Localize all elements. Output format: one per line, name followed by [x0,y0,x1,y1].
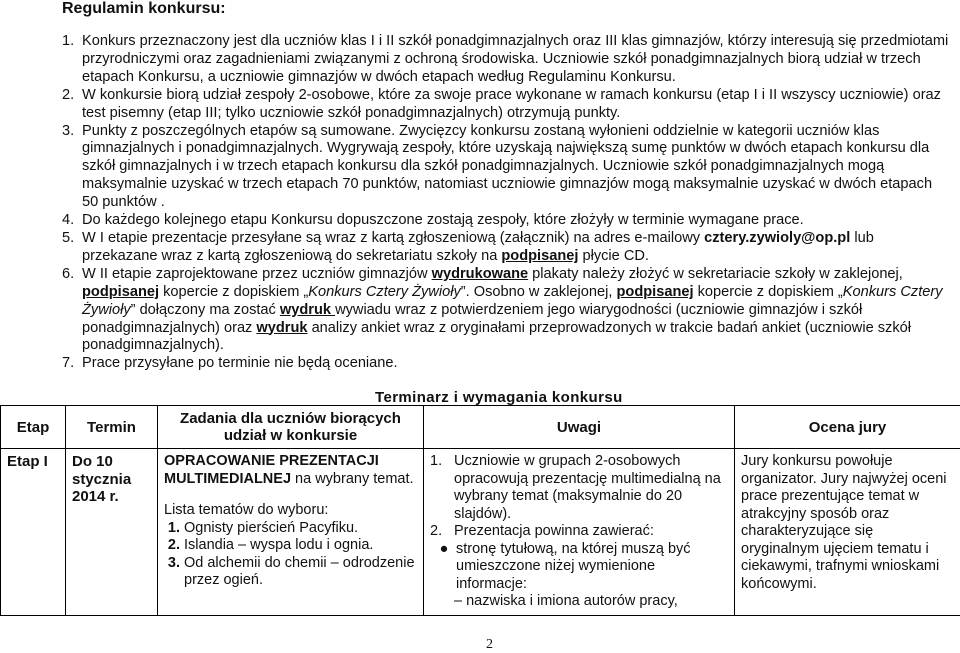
rule-item [62,212,950,230]
rule-text [82,230,950,266]
schedule-title: Terminarz i wymagania konkursu [375,389,623,406]
schedule-table [0,405,960,616]
text-segment: kopercie z dopiskiem „ [693,283,843,300]
page-number: 2 [486,637,493,652]
cell-grading: Jury konkursu powołuje organizator. Jury najwyżej oceni prace prezentujące temat w atrakcyjny sposób oraz charakteryzujące się oryginalnym ujęciem tematu i ciekawymi, trafnymi wnioskami końcowymi. [735,449,960,616]
text-segment: analizy ankiet wraz z oryginałami przeprowadzonych w trakcie badań ankiet (uczniowie szkół ponadgimnazjalnych). [82,319,912,354]
rule-text: W konkursie biorą udział zespoły 2-osobowe, które za swoje prace wykonane w ramach konkursu (etap I i II wszyscy uczniowie) oraz test pisemny (etap III; tylko uczniowie szkół ponadgimnazjalnych) otrzymują punkty. [82,86,941,121]
text-segment: ”. Osobno w zaklejonej, [460,283,617,300]
cell-tasks [158,449,424,616]
note-text: Prezentacja powinna zawierać: [454,523,654,539]
note-item [430,523,728,541]
rule-item [62,87,950,123]
task-rest: na wybrany temat. [291,470,414,487]
rule-item [62,355,950,373]
note-number: 2. [430,523,443,539]
text-segment: wywiadu wraz z potwierdzeniem jego wiarygodności (uczniowie gimnazjów i szkół ponadgimnazjalnych) oraz [82,301,863,336]
bullet-text: stronę tytułową, na której muszą być umieszczone niżej wymienione informacje: [456,540,691,592]
rule-item [62,123,950,213]
rule-text [82,266,950,356]
emphasis-signed: podpisanej [616,283,694,300]
text-segment: W II etapie zaprojektowane przez uczniów gimnazjów [82,265,432,282]
note-dash-item: – nazwiska i imiona autorów pracy, [454,593,678,609]
header-tasks: Zadania dla uczniów biorących udział w konkursie [158,406,424,449]
text-segment: płycie CD. [578,247,649,264]
topics-label: Lista tematów do wyboru: [164,502,329,518]
text-segment: plakaty należy złożyć w sekretariacie szkoły w zaklejonej, [528,265,903,282]
header-grading: Ocena jury [735,406,960,449]
rule-number: 6. [62,265,75,282]
rule-item [62,33,950,87]
rule-text: Prace przysyłane po terminie nie będą oceniane. [82,355,398,372]
rules-list [62,33,950,373]
rule-text: Punkty z poszczególnych etapów są sumowane. Zwycięzcy konkursu zostaną wyłonieni oddzielnie w kategorii uczniów klas gimnazjalnych i ponadgimnazjalnych. Wygrywają zespoły, które uzyskają największą sumę punktów w dwóch etapach konkursu dla szkół gimnazjalnych i w trzech etapach konkursu dla szkół ponadgimnazjalnych. Uczniowie szkół ponadgimnazjalnych mogą maksymalnie uzyskać w trzech etapach 70 punktów, natomiast uczniowie gimnazjów mogą maksymalnie uzyskać w dwóch etapach 50 punktów . [82,122,933,211]
emphasis-signed: podpisanej [501,247,579,264]
note-item [430,453,728,523]
task-description [164,453,417,488]
bullet-icon: ● [439,540,449,557]
text-segment: kopercie z dopiskiem „ [159,283,309,300]
rule-number: 4. [62,212,75,229]
rule-number: 7. [62,355,75,372]
rule-text: Konkurs przeznaczony jest dla uczniów klas I i II szkół ponadgimnazjalnych oraz III klas gimnazjów, którzy interesują się przedmiotami przyrodniczymi oraz zagadnieniami związanymi z ochroną środowiska. Uczniowie szkół ponadgimnazjalnych biorą udział w trzech etapach Konkursu, a uczniowie gimnazjów w dwóch etapach według Regulaminu Konkursu. [82,33,949,85]
emphasis-printed: wydrukowane [431,265,529,282]
note-text: Uczniowie w grupach 2-osobowych opracowują prezentację multimedialną na wybrany temat (maksymalnie do 20 slajdów). [454,453,721,522]
header-deadline: Termin [66,406,158,449]
rule-number: 5. [62,229,75,246]
text-segment: ” dołączony ma zostać [130,301,280,318]
topic-item: 3. Od alchemii do chemii – odrodzenie przez ogień. [184,555,417,590]
emphasis-printout: wydruk [256,319,308,336]
rule-item [62,266,950,356]
table-header-row [1,406,960,449]
contest-title: Konkurs Cztery Żywioły [308,283,461,300]
rule-text: Do każdego kolejnego etapu Konkursu dopuszczone zostają zespoły, które złożyły w terminie wymagane prace. [82,212,804,229]
email-address: cztery.zywioly@op.pl [704,229,851,246]
header-notes: Uwagi [424,406,735,449]
note-number: 1. [430,453,443,469]
text-segment: lub przekazane wraz z kartą zgłoszeniową do sekretariatu szkoły na [82,229,874,264]
contest-title: Konkurs Cztery Żywioły [82,283,943,318]
rule-number: 2. [62,86,75,103]
emphasis-printout: wydruk [279,301,336,318]
topic-item: 1. Ognisty pierścień Pacyfiku. [184,520,417,538]
page-heading: Regulamin konkursu: [62,0,226,17]
topic-item: 2. Islandia – wyspa lodu i ognia. [184,537,417,555]
topics-list [164,520,417,590]
text-segment: W I etapie prezentacje przesyłane są wraz z kartą zgłoszeniową (załącznik) na adres e-mailowy [82,229,705,246]
task-title: OPRACOWANIE PREZENTACJI MULTIMEDIALNEJ [164,453,379,487]
cell-deadline: Do 10 stycznia 2014 r. [66,449,158,616]
cell-notes [424,449,735,616]
note-bullet [430,541,728,594]
rule-number: 3. [62,122,75,139]
emphasis-signed: podpisanej [82,283,160,300]
table-row [1,449,960,616]
rule-number: 1. [62,33,75,49]
cell-stage: Etap I [1,449,66,616]
header-stage: Etap [1,406,66,449]
rule-item [62,230,950,266]
